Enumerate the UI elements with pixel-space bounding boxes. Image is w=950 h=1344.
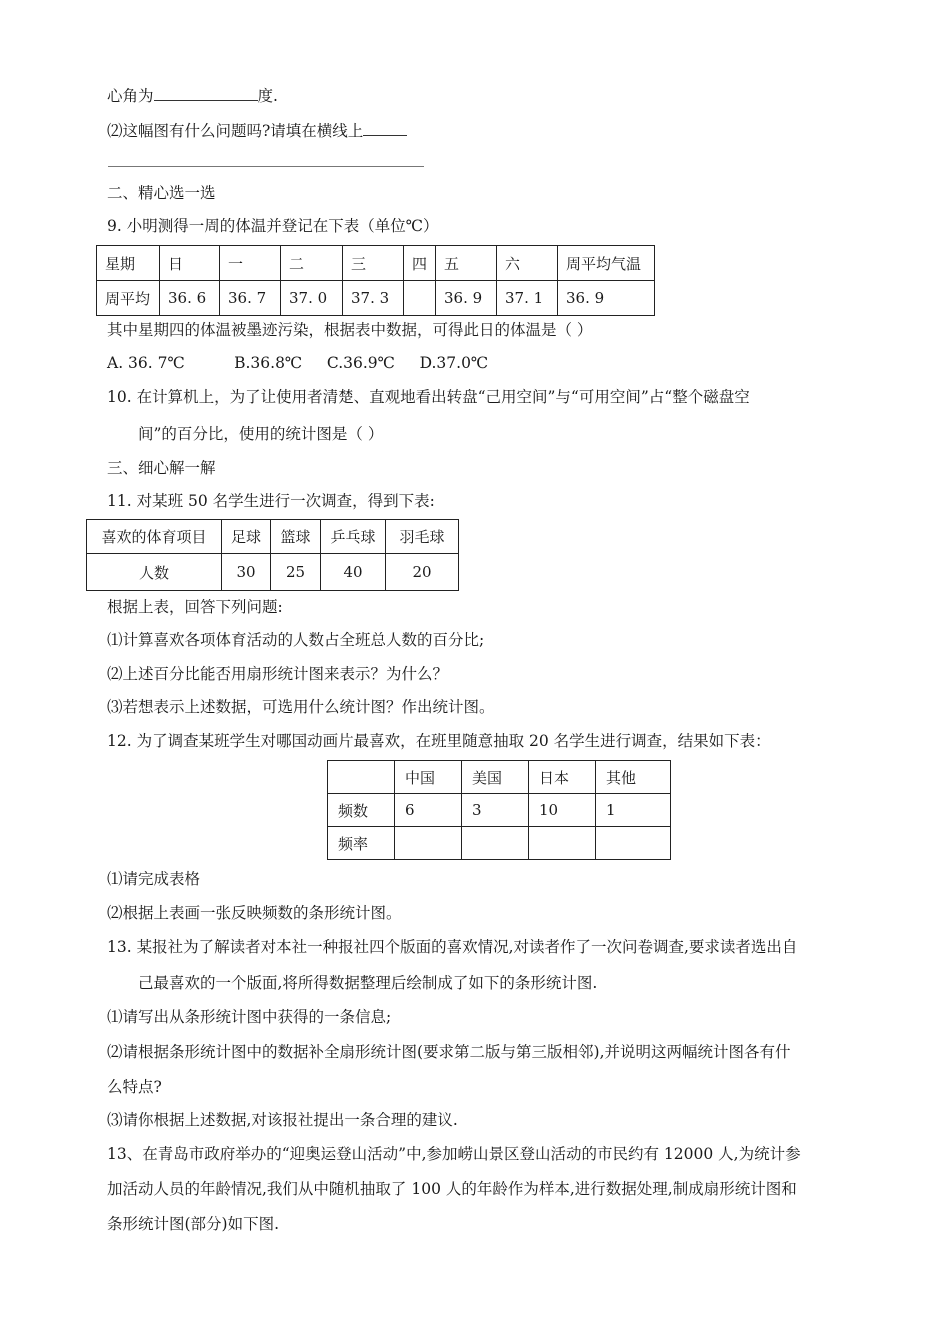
table-cell: 足球	[222, 520, 271, 554]
table-cell: 乒乓球	[321, 520, 386, 554]
question-13-part3: ⑶请你根据上述数据,对该报社提出一条合理的建议.	[107, 1111, 458, 1129]
table-cell: 羽毛球	[386, 520, 459, 554]
table-cell: 三	[343, 246, 404, 281]
table-cell: 篮球	[271, 520, 321, 554]
question-13b-cont: 加活动人员的年龄情况,我们从中随机抽取了 100 人的年龄作为样本,进行数据处理,制成扇形统计图和	[107, 1180, 797, 1198]
table-cell: 周平均气温	[558, 246, 655, 281]
table-cell: 10	[529, 794, 596, 827]
question-10-cont: 间”的百分比，使用的统计图是（ ）	[138, 425, 384, 443]
table-row	[87, 520, 459, 554]
table-cell: 中国	[395, 761, 462, 794]
temperature-table	[96, 245, 655, 316]
table-cell	[404, 281, 436, 316]
table-row	[328, 794, 671, 827]
table-cell: 20	[386, 554, 459, 591]
table-cell: 星期	[97, 246, 160, 281]
table-cell[interactable]	[395, 827, 462, 860]
table-cell: 周平均	[97, 281, 160, 316]
table-cell: 37. 1	[497, 281, 558, 316]
table-cell: 30	[222, 554, 271, 591]
question-13b-cont2: 条形统计图(部分)如下图.	[107, 1215, 280, 1233]
table-cell: 36. 7	[220, 281, 281, 316]
question-13b: 13、在青岛市政府举办的“迎奥运登山活动”中,参加崂山景区登山活动的市民约有 12000 人,为统计参	[107, 1145, 801, 1163]
table-cell: 25	[271, 554, 321, 591]
table-cell: 人数	[87, 554, 222, 591]
answer-blank[interactable]	[363, 119, 407, 136]
table-cell: 五	[436, 246, 497, 281]
section-2-heading: 二、精心选一选	[107, 184, 216, 202]
q8-part2: ⑵这幅图有什么问题吗?请填在横线上	[107, 119, 407, 142]
table-row	[328, 827, 671, 860]
table-cell: 美国	[462, 761, 529, 794]
table-cell: 六	[497, 246, 558, 281]
question-13-part2-cont: 么特点?	[107, 1078, 162, 1096]
answer-blank[interactable]	[154, 84, 258, 101]
question-13-part1: ⑴请写出从条形统计图中获得的一条信息;	[107, 1008, 392, 1026]
q8-angle-line: 心角为 度.	[107, 84, 278, 107]
question-9-options: A. 36. 7℃ B.36.8℃ C.36.9℃ D.37.0℃	[107, 354, 489, 372]
table-cell: 6	[395, 794, 462, 827]
question-12: 12. 为了调查某班学生对哪国动画片最喜欢，在班里随意抽取 20 名学生进行调查，结果如下表：	[107, 732, 771, 750]
table-cell: 日本	[529, 761, 596, 794]
table-cell[interactable]	[462, 827, 529, 860]
table-cell: 二	[281, 246, 343, 281]
table-cell[interactable]	[596, 827, 671, 860]
table-row	[87, 554, 459, 591]
table-cell: 1	[596, 794, 671, 827]
table-cell: 36. 6	[160, 281, 220, 316]
table-row	[97, 281, 655, 316]
table-cell: 37. 3	[343, 281, 404, 316]
table-cell: 36. 9	[558, 281, 655, 316]
anime-table	[327, 760, 671, 860]
table-cell: 3	[462, 794, 529, 827]
table-cell: 36. 9	[436, 281, 497, 316]
table-cell	[328, 761, 395, 794]
question-11: 11. 对某班 50 名学生进行一次调查，得到下表:	[107, 492, 435, 510]
table-cell: 日	[160, 246, 220, 281]
question-11-part3: ⑶若想表示上述数据，可选用什么统计图？作出统计图。	[107, 698, 495, 716]
section-3-heading: 三、细心解一解	[107, 459, 216, 477]
table-cell: 四	[404, 246, 436, 281]
question-11-intro: 根据上表，回答下列问题:	[107, 598, 283, 616]
table-row	[97, 246, 655, 281]
question-13-part2: ⑵请根据条形统计图中的数据补全扇形统计图(要求第二版与第三版相邻),并说明这两幅统计图各有什	[107, 1043, 791, 1061]
question-12-part1: ⑴请完成表格	[107, 870, 201, 888]
sports-table	[86, 519, 459, 591]
question-9: 9. 小明测得一周的体温并登记在下表（单位℃）	[107, 217, 439, 235]
answer-line[interactable]	[108, 166, 424, 167]
table-cell: 频率	[328, 827, 395, 860]
table-cell[interactable]	[529, 827, 596, 860]
question-10: 10. 在计算机上，为了让使用者清楚、直观地看出转盘“己用空间”与“可用空间”占“整个磁盘空	[107, 388, 750, 406]
question-13: 13. 某报社为了解读者对本社一种报社四个版面的喜欢情况,对读者作了一次问卷调查,要求读者选出自	[107, 938, 798, 956]
question-11-part1: ⑴计算喜欢各项体育活动的人数占全班总人数的百分比;	[107, 631, 485, 649]
table-cell: 40	[321, 554, 386, 591]
table-cell: 37. 0	[281, 281, 343, 316]
table-row	[328, 761, 671, 794]
table-cell: 其他	[596, 761, 671, 794]
question-9-text: 其中星期四的体温被墨迹污染，根据表中数据，可得此日的体温是（ ）	[107, 321, 593, 339]
question-11-part2: ⑵上述百分比能否用扇形统计图来表示？为什么？	[107, 665, 449, 683]
table-cell: 喜欢的体育项目	[87, 520, 222, 554]
question-13-cont: 己最喜欢的一个版面,将所得数据整理后绘制成了如下的条形统计图.	[138, 974, 598, 992]
question-12-part2: ⑵根据上表画一张反映频数的条形统计图。	[107, 904, 402, 922]
table-cell: 一	[220, 246, 281, 281]
table-cell: 频数	[328, 794, 395, 827]
